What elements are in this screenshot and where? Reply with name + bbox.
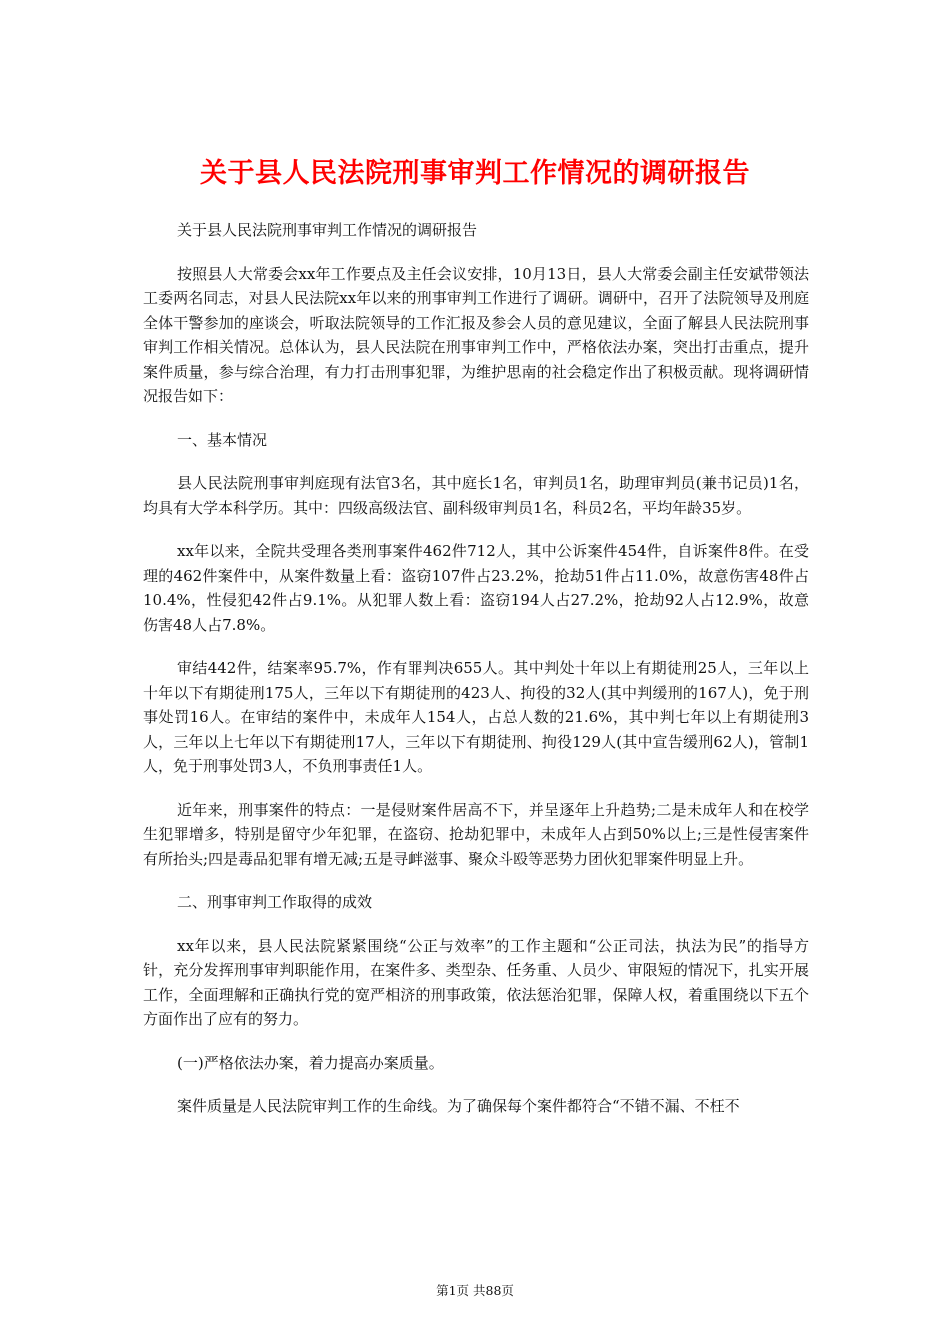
subsection-heading-quality: (一)严格依法办案，着力提高办案质量。 (177, 1053, 444, 1072)
paragraph-verdict-statistics: 审结442件，结案率95.7%，作有罪判决655人。其中判处十年以上有期徒刑25人，三年以上十年以下有期徒刑175人，三年以下有期徒刑的423人、拘役的32人(其中判缓刑的167人)，免于刑事处罚16人。在审结的案件中，未成年人154人，占总人数的21.6%，其中判七年以上有期徒刑3人，三年以上七年以下有期徒刑17人，三年以下有期徒刑、拘役129人(其中宣告缓刑62人)，管制1人，免于刑事处罚3人，不负刑事责任1人。 (143, 659, 809, 775)
document-title: 关于县人民法院刑事审判工作情况的调研报告 (200, 158, 750, 189)
paragraph-achievements-intro: xx年以来，县人民法院紧紧围绕“公正与效率”的工作主题和“公正司法，执法为民”的指导方针，充分发挥刑事审判职能作用，在案件多、类型杂、任务重、人员少、审限短的情况下，扎实开展工作，全面理解和正确执行党的宽严相济的刑事政策，依法惩治犯罪，保障人权，着重围绕以下五个方面作出了应有的努力。 (143, 936, 809, 1028)
paragraph-intro: 按照县人大常委会xx年工作要点及主任会议安排，10月13日，县人大常委会副主任安斌带领法工委两名同志，对县人民法院xx年以来的刑事审判工作进行了调研。调研中，召开了法院领导及刑庭全体干警参加的座谈会，听取法院领导的工作汇报及参会人员的意见建议，全面了解县人民法院刑事审判工作相关情况。总体认为，县人民法院在刑事审判工作中，严格依法办案，突出打击重点，提升案件质量，参与综合治理，有力打击刑事犯罪，为维护思南的社会稳定作出了积极贡献。现将调研情况报告如下： (143, 264, 809, 405)
paragraph-case-characteristics: 近年来，刑事案件的特点：一是侵财案件居高不下，并呈逐年上升趋势;二是未成年人和在校学生犯罪增多，特别是留守少年犯罪，在盗窃、抢劫犯罪中，未成年人占到50%以上;三是性侵害案件有所抬头;四是毒品犯罪有增无减;五是寻衅滋事、聚众斗殴等恶势力团伙犯罪案件明显上升。 (143, 800, 809, 868)
page-number: 第1页 共88页 (436, 1283, 514, 1298)
paragraph-case-statistics: xx年以来，全院共受理各类刑事案件462件712人，其中公诉案件454件，自诉案件8件。在受理的462件案件中，从案件数量上看：盗窃107件占23.2%，抢劫51件占11.0%，故意伤害48件占10.4%，性侵犯42件占9.1%。从犯罪人数上看：盗窃194人占27.2%，抢劫92人占12.9%，故意伤害48人占7.8%。 (143, 542, 809, 634)
paragraph-subtitle: 关于县人民法院刑事审判工作情况的调研报告 (177, 221, 478, 239)
section-heading-achievements: 二、刑事审判工作取得的成效 (177, 893, 373, 911)
paragraph-quality: 案件质量是人民法院审判工作的生命线。为了确保每个案件都符合“不错不漏、不枉不 (177, 1097, 740, 1115)
paragraph-staffing: 县人民法院刑事审判庭现有法官3名，其中庭长1名，审判员1名，助理审判员(兼书记员)1名，均具有大学本科学历。其中：四级高级法官、副科级审判员1名，科员2名，平均年龄35岁。 (143, 474, 809, 517)
document-body (143, 218, 809, 1138)
section-heading-basic-situation: 一、基本情况 (177, 430, 268, 449)
